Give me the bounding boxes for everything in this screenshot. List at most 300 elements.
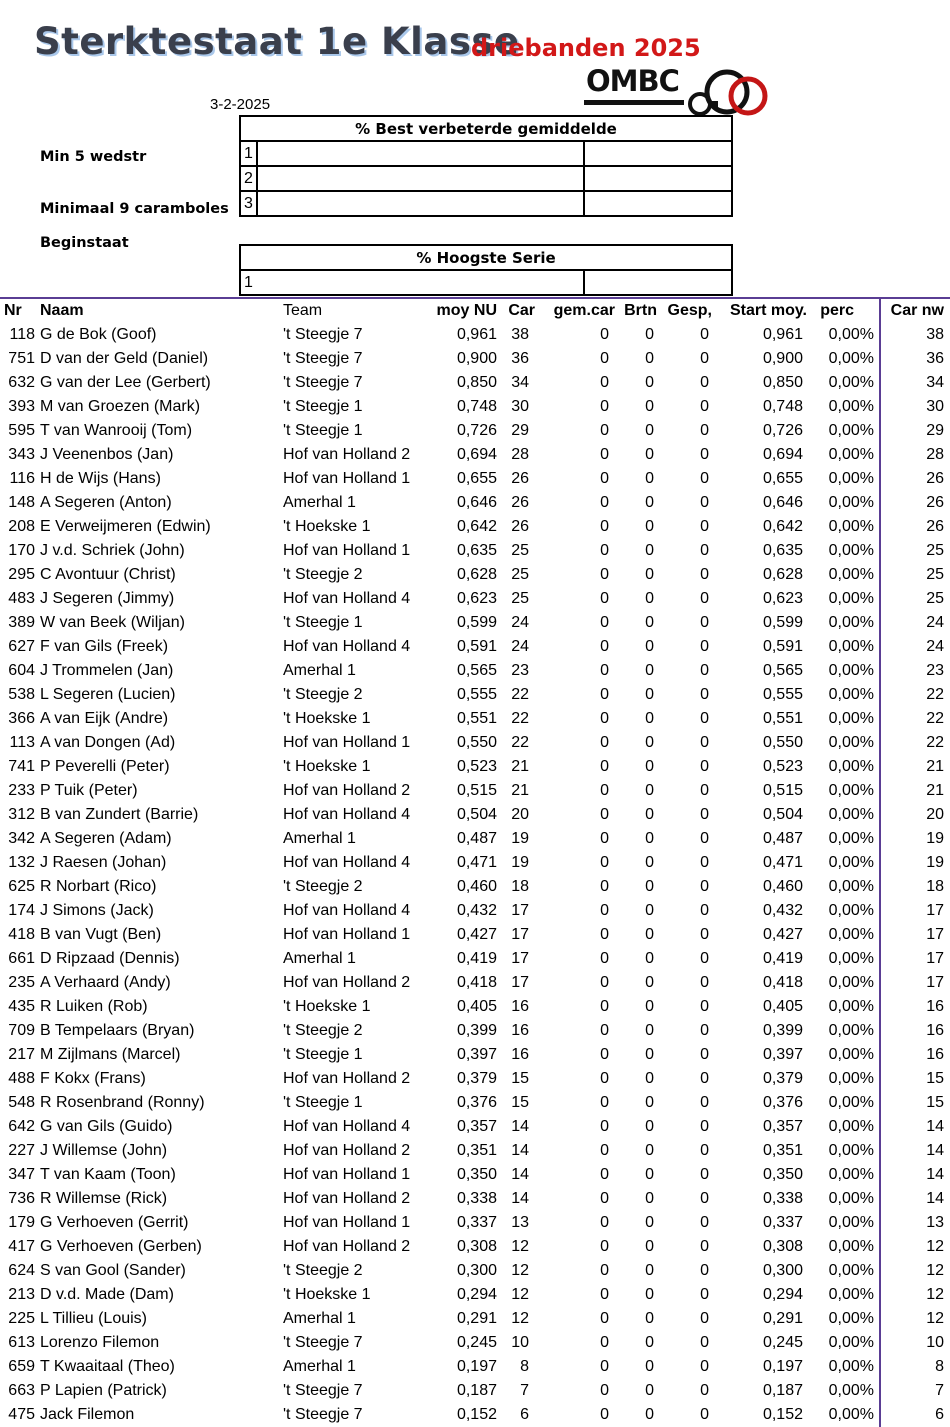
gesp-cell: 0 bbox=[700, 1406, 709, 1423]
start-moy-cell: 0,555 bbox=[762, 686, 803, 703]
car-nw-cell: 7 bbox=[935, 1382, 944, 1399]
perc-cell: 0,00% bbox=[828, 374, 874, 391]
moy-nu-cell: 0,397 bbox=[456, 1046, 497, 1063]
car-cell: 19 bbox=[511, 830, 529, 847]
player-team-cell: Hof van Holland 2 bbox=[283, 1190, 411, 1207]
car-nw-cell: 22 bbox=[926, 686, 944, 703]
gesp-cell: 0 bbox=[700, 1094, 709, 1111]
gem-car-cell: 0 bbox=[600, 374, 609, 391]
moy-nu-cell: 0,551 bbox=[456, 710, 497, 727]
car-cell: 36 bbox=[511, 350, 529, 367]
player-team-cell: Hof van Holland 1 bbox=[283, 542, 411, 559]
perc-cell: 0,00% bbox=[828, 542, 874, 559]
gem-car-cell: 0 bbox=[600, 878, 609, 895]
brtn-cell: 0 bbox=[645, 1166, 654, 1183]
player-nr-cell: 627 bbox=[8, 638, 35, 655]
player-nr-cell: 736 bbox=[8, 1190, 35, 1207]
car-nw-cell: 24 bbox=[926, 638, 944, 655]
start-moy-cell: 0,599 bbox=[762, 614, 803, 631]
table-row bbox=[0, 803, 950, 827]
start-moy-cell: 0,726 bbox=[762, 422, 803, 439]
brtn-cell: 0 bbox=[645, 1286, 654, 1303]
start-moy-cell: 0,187 bbox=[762, 1382, 803, 1399]
gesp-cell: 0 bbox=[700, 1358, 709, 1375]
perc-cell: 0,00% bbox=[828, 350, 874, 367]
brtn-cell: 0 bbox=[645, 1358, 654, 1375]
empty-cell bbox=[584, 141, 732, 166]
gem-car-cell: 0 bbox=[600, 1214, 609, 1231]
player-nr-cell: 343 bbox=[8, 446, 35, 463]
player-name-cell: M van Groezen (Mark) bbox=[40, 398, 201, 415]
player-nr-cell: 213 bbox=[8, 1286, 35, 1303]
moy-nu-cell: 0,187 bbox=[456, 1382, 497, 1399]
moy-nu-cell: 0,565 bbox=[456, 662, 497, 679]
gesp-cell: 0 bbox=[700, 662, 709, 679]
car-nw-cell: 26 bbox=[926, 518, 944, 535]
moy-nu-cell: 0,379 bbox=[456, 1070, 497, 1087]
perc-cell: 0,00% bbox=[828, 1334, 874, 1351]
player-team-cell: 't Steegje 2 bbox=[283, 1262, 363, 1279]
empty-cell bbox=[584, 166, 732, 191]
start-moy-cell: 0,655 bbox=[762, 470, 803, 487]
table-row bbox=[0, 1043, 950, 1067]
car-nw-cell: 12 bbox=[926, 1262, 944, 1279]
start-moy-cell: 0,471 bbox=[762, 854, 803, 871]
player-name-cell: Jack Filemon bbox=[40, 1406, 135, 1423]
moy-nu-cell: 0,515 bbox=[456, 782, 497, 799]
car-cell: 25 bbox=[511, 566, 529, 583]
perc-cell: 0,00% bbox=[828, 638, 874, 655]
gem-car-cell: 0 bbox=[600, 638, 609, 655]
gem-car-cell: 0 bbox=[600, 1070, 609, 1087]
player-name-cell: B van Vugt (Ben) bbox=[40, 926, 162, 943]
rank-cell: 1 bbox=[240, 141, 257, 166]
player-name-cell: A Verhaard (Andy) bbox=[40, 974, 171, 991]
gem-car-cell: 0 bbox=[600, 1166, 609, 1183]
gesp-cell: 0 bbox=[700, 1286, 709, 1303]
brtn-cell: 0 bbox=[645, 422, 654, 439]
moy-nu-cell: 0,427 bbox=[456, 926, 497, 943]
gem-car-cell: 0 bbox=[600, 446, 609, 463]
player-name-cell: F Kokx (Frans) bbox=[40, 1070, 146, 1087]
brtn-cell: 0 bbox=[645, 926, 654, 943]
start-moy-cell: 0,635 bbox=[762, 542, 803, 559]
report-date: 3-2-2025 bbox=[210, 96, 271, 113]
car-nw-cell: 24 bbox=[926, 614, 944, 631]
start-moy-cell: 0,379 bbox=[762, 1070, 803, 1087]
player-name-cell: J Trommelen (Jan) bbox=[40, 662, 174, 679]
table-row bbox=[0, 1067, 950, 1091]
perc-cell: 0,00% bbox=[828, 1046, 874, 1063]
gem-car-cell: 0 bbox=[600, 662, 609, 679]
gem-car-cell: 0 bbox=[600, 542, 609, 559]
start-moy-cell: 0,487 bbox=[762, 830, 803, 847]
moy-nu-cell: 0,591 bbox=[456, 638, 497, 655]
player-name-cell: Lorenzo Filemon bbox=[40, 1334, 160, 1351]
player-nr-cell: 595 bbox=[8, 422, 35, 439]
player-name-cell: J v.d. Schriek (John) bbox=[40, 542, 185, 559]
player-nr-cell: 488 bbox=[8, 1070, 35, 1087]
moy-nu-cell: 0,308 bbox=[456, 1238, 497, 1255]
moy-nu-cell: 0,550 bbox=[456, 734, 497, 751]
page-subtitle: driebanden 2025 bbox=[471, 34, 701, 62]
player-name-cell: R Norbart (Rico) bbox=[40, 878, 157, 895]
moy-nu-cell: 0,900 bbox=[456, 350, 497, 367]
player-team-cell: Hof van Holland 4 bbox=[283, 902, 411, 919]
gem-car-cell: 0 bbox=[600, 470, 609, 487]
player-team-cell: 't Steegje 7 bbox=[283, 1334, 363, 1351]
player-team-cell: 't Steegje 1 bbox=[283, 422, 363, 439]
start-moy-cell: 0,550 bbox=[762, 734, 803, 751]
moy-nu-cell: 0,460 bbox=[456, 878, 497, 895]
player-team-cell: 't Steegje 2 bbox=[283, 878, 363, 895]
player-nr-cell: 538 bbox=[8, 686, 35, 703]
gesp-cell: 0 bbox=[700, 1022, 709, 1039]
brtn-cell: 0 bbox=[645, 950, 654, 967]
perc-cell: 0,00% bbox=[828, 830, 874, 847]
gesp-cell: 0 bbox=[700, 950, 709, 967]
ombc-logo bbox=[584, 64, 772, 118]
table-row bbox=[0, 779, 950, 803]
player-nr-cell: 347 bbox=[8, 1166, 35, 1183]
car-nw-cell: 13 bbox=[926, 1214, 944, 1231]
perc-cell: 0,00% bbox=[828, 1310, 874, 1327]
car-cell: 14 bbox=[511, 1190, 529, 1207]
car-cell: 34 bbox=[511, 374, 529, 391]
gem-car-cell: 0 bbox=[600, 1238, 609, 1255]
gem-car-cell: 0 bbox=[600, 758, 609, 775]
perc-cell: 0,00% bbox=[828, 1406, 874, 1423]
table-row bbox=[0, 323, 950, 347]
player-nr-cell: 613 bbox=[8, 1334, 35, 1351]
moy-nu-cell: 0,642 bbox=[456, 518, 497, 535]
table-row bbox=[0, 995, 950, 1019]
player-name-cell: A van Dongen (Ad) bbox=[40, 734, 176, 751]
perc-cell: 0,00% bbox=[828, 470, 874, 487]
start-moy-cell: 0,300 bbox=[762, 1262, 803, 1279]
car-nw-cell: 22 bbox=[926, 734, 944, 751]
car-cell: 12 bbox=[511, 1310, 529, 1327]
car-nw-cell: 10 bbox=[926, 1334, 944, 1351]
table-row bbox=[0, 1139, 950, 1163]
col-header-car: Car bbox=[508, 302, 535, 319]
player-name-cell: F van Gils (Freek) bbox=[40, 638, 169, 655]
player-name-cell: L Tillieu (Louis) bbox=[40, 1310, 148, 1327]
table-row bbox=[0, 635, 950, 659]
perc-cell: 0,00% bbox=[828, 1190, 874, 1207]
gem-car-cell: 0 bbox=[600, 1022, 609, 1039]
player-name-cell: G van der Lee (Gerbert) bbox=[40, 374, 211, 391]
brtn-cell: 0 bbox=[645, 710, 654, 727]
car-nw-cell: 17 bbox=[926, 902, 944, 919]
car-nw-cell: 12 bbox=[926, 1310, 944, 1327]
car-cell: 25 bbox=[511, 590, 529, 607]
gem-car-cell: 0 bbox=[600, 686, 609, 703]
gesp-cell: 0 bbox=[700, 494, 709, 511]
car-cell: 14 bbox=[511, 1166, 529, 1183]
car-cell: 10 bbox=[511, 1334, 529, 1351]
car-nw-cell: 20 bbox=[926, 806, 944, 823]
player-name-cell: P Lapien (Patrick) bbox=[40, 1382, 167, 1399]
player-name-cell: B van Zundert (Barrie) bbox=[40, 806, 199, 823]
player-name-cell: P Peverelli (Peter) bbox=[40, 758, 170, 775]
table-row bbox=[0, 1379, 950, 1403]
car-nw-cell: 28 bbox=[926, 446, 944, 463]
gesp-cell: 0 bbox=[700, 1118, 709, 1135]
car-nw-cell: 19 bbox=[926, 854, 944, 871]
player-nr-cell: 118 bbox=[9, 326, 35, 343]
gem-car-cell: 0 bbox=[600, 1046, 609, 1063]
car-nw-cell: 15 bbox=[926, 1070, 944, 1087]
car-cell: 7 bbox=[520, 1382, 529, 1399]
start-moy-cell: 0,245 bbox=[762, 1334, 803, 1351]
gesp-cell: 0 bbox=[700, 566, 709, 583]
moy-nu-cell: 0,694 bbox=[456, 446, 497, 463]
brtn-cell: 0 bbox=[645, 350, 654, 367]
player-team-cell: 't Hoekske 1 bbox=[283, 998, 371, 1015]
table-row bbox=[0, 1187, 950, 1211]
player-team-cell: Hof van Holland 1 bbox=[283, 734, 411, 751]
gesp-cell: 0 bbox=[700, 326, 709, 343]
car-cell: 17 bbox=[511, 926, 529, 943]
car-nw-cell: 14 bbox=[926, 1142, 944, 1159]
gesp-cell: 0 bbox=[700, 518, 709, 535]
car-nw-cell: 14 bbox=[926, 1190, 944, 1207]
table-row bbox=[0, 899, 950, 923]
gem-car-cell: 0 bbox=[600, 1382, 609, 1399]
player-team-cell: 't Steegje 7 bbox=[283, 350, 363, 367]
empty-cell bbox=[257, 166, 584, 191]
player-nr-cell: 393 bbox=[8, 398, 35, 415]
perc-cell: 0,00% bbox=[828, 686, 874, 703]
gem-car-cell: 0 bbox=[600, 782, 609, 799]
brtn-cell: 0 bbox=[645, 1310, 654, 1327]
brtn-cell: 0 bbox=[645, 374, 654, 391]
gesp-cell: 0 bbox=[700, 614, 709, 631]
table-row bbox=[0, 971, 950, 995]
brtn-cell: 0 bbox=[645, 638, 654, 655]
brtn-cell: 0 bbox=[645, 686, 654, 703]
car-nw-cell: 17 bbox=[926, 926, 944, 943]
perc-cell: 0,00% bbox=[828, 1214, 874, 1231]
gesp-cell: 0 bbox=[700, 1142, 709, 1159]
start-moy-cell: 0,397 bbox=[762, 1046, 803, 1063]
gesp-cell: 0 bbox=[700, 1238, 709, 1255]
gem-car-cell: 0 bbox=[600, 1334, 609, 1351]
start-moy-cell: 0,515 bbox=[762, 782, 803, 799]
car-cell: 18 bbox=[511, 878, 529, 895]
best-improved-average-box bbox=[239, 115, 733, 217]
car-nw-cell: 26 bbox=[926, 494, 944, 511]
table-row bbox=[0, 1211, 950, 1235]
perc-cell: 0,00% bbox=[828, 662, 874, 679]
min-caramboles-label: Minimaal 9 caramboles bbox=[40, 201, 229, 217]
moy-nu-cell: 0,432 bbox=[456, 902, 497, 919]
table-row bbox=[0, 1355, 950, 1379]
player-name-cell: G van Gils (Guido) bbox=[40, 1118, 173, 1135]
car-cell: 25 bbox=[511, 542, 529, 559]
car-nw-cell: 30 bbox=[926, 398, 944, 415]
table-row bbox=[0, 1235, 950, 1259]
car-cell: 14 bbox=[511, 1118, 529, 1135]
start-moy-cell: 0,565 bbox=[762, 662, 803, 679]
col-header-car-nw: Car nw bbox=[890, 302, 944, 319]
brtn-cell: 0 bbox=[645, 518, 654, 535]
player-nr-cell: 295 bbox=[8, 566, 35, 583]
player-team-cell: Amerhal 1 bbox=[283, 494, 356, 511]
player-name-cell: T Kwaaitaal (Theo) bbox=[40, 1358, 175, 1375]
player-nr-cell: 113 bbox=[9, 734, 35, 751]
start-moy-cell: 0,504 bbox=[762, 806, 803, 823]
perc-cell: 0,00% bbox=[828, 326, 874, 343]
gesp-cell: 0 bbox=[700, 1310, 709, 1327]
car-cell: 13 bbox=[511, 1214, 529, 1231]
gesp-cell: 0 bbox=[700, 1382, 709, 1399]
moy-nu-cell: 0,961 bbox=[456, 326, 497, 343]
player-name-cell: C Avontuur (Christ) bbox=[40, 566, 176, 583]
gem-car-cell: 0 bbox=[600, 854, 609, 871]
table-row bbox=[0, 419, 950, 443]
moy-nu-cell: 0,350 bbox=[456, 1166, 497, 1183]
car-cell: 12 bbox=[511, 1286, 529, 1303]
perc-cell: 0,00% bbox=[828, 1382, 874, 1399]
moy-nu-cell: 0,555 bbox=[456, 686, 497, 703]
player-team-cell: 't Steegje 7 bbox=[283, 1406, 363, 1423]
brtn-cell: 0 bbox=[645, 782, 654, 799]
gesp-cell: 0 bbox=[700, 1070, 709, 1087]
moy-nu-cell: 0,294 bbox=[456, 1286, 497, 1303]
perc-cell: 0,00% bbox=[828, 950, 874, 967]
start-moy-cell: 0,623 bbox=[762, 590, 803, 607]
player-team-cell: Hof van Holland 2 bbox=[283, 1070, 411, 1087]
start-moy-cell: 0,523 bbox=[762, 758, 803, 775]
brtn-cell: 0 bbox=[645, 758, 654, 775]
start-moy-cell: 0,900 bbox=[762, 350, 803, 367]
start-moy-cell: 0,338 bbox=[762, 1190, 803, 1207]
brtn-cell: 0 bbox=[645, 1262, 654, 1279]
perc-cell: 0,00% bbox=[828, 518, 874, 535]
player-name-cell: E Verweijmeren (Edwin) bbox=[40, 518, 211, 535]
player-name-cell: J Segeren (Jimmy) bbox=[40, 590, 175, 607]
start-moy-cell: 0,405 bbox=[762, 998, 803, 1015]
player-nr-cell: 475 bbox=[8, 1406, 35, 1423]
car-cell: 21 bbox=[511, 782, 529, 799]
car-nw-cell: 15 bbox=[926, 1094, 944, 1111]
perc-cell: 0,00% bbox=[828, 974, 874, 991]
start-moy-cell: 0,399 bbox=[762, 1022, 803, 1039]
player-team-cell: 't Steegje 7 bbox=[283, 326, 363, 343]
player-nr-cell: 741 bbox=[8, 758, 35, 775]
player-team-cell: 't Steegje 2 bbox=[283, 686, 363, 703]
gesp-cell: 0 bbox=[700, 854, 709, 871]
car-nw-cell: 12 bbox=[926, 1286, 944, 1303]
car-nw-cell: 6 bbox=[935, 1406, 944, 1423]
car-nw-cell: 25 bbox=[926, 566, 944, 583]
car-nw-cell: 16 bbox=[926, 1046, 944, 1063]
player-name-cell: J Raesen (Johan) bbox=[40, 854, 167, 871]
perc-cell: 0,00% bbox=[828, 710, 874, 727]
moy-nu-cell: 0,487 bbox=[456, 830, 497, 847]
car-nw-cell: 38 bbox=[926, 326, 944, 343]
ranking-table-body bbox=[0, 323, 950, 1427]
moy-nu-cell: 0,623 bbox=[456, 590, 497, 607]
brtn-cell: 0 bbox=[645, 1046, 654, 1063]
car-cell: 8 bbox=[520, 1358, 529, 1375]
start-moy-cell: 0,427 bbox=[762, 926, 803, 943]
car-cell: 22 bbox=[511, 710, 529, 727]
perc-cell: 0,00% bbox=[828, 998, 874, 1015]
gesp-cell: 0 bbox=[700, 878, 709, 895]
gesp-cell: 0 bbox=[700, 998, 709, 1015]
player-nr-cell: 132 bbox=[8, 854, 35, 871]
player-nr-cell: 148 bbox=[8, 494, 35, 511]
moy-nu-cell: 0,523 bbox=[456, 758, 497, 775]
moy-nu-cell: 0,399 bbox=[456, 1022, 497, 1039]
player-team-cell: Amerhal 1 bbox=[283, 830, 356, 847]
col-header-naam: Naam bbox=[40, 302, 84, 319]
player-team-cell: Hof van Holland 2 bbox=[283, 782, 411, 799]
moy-nu-cell: 0,655 bbox=[456, 470, 497, 487]
perc-cell: 0,00% bbox=[828, 590, 874, 607]
car-nw-cell: 36 bbox=[926, 350, 944, 367]
gem-car-cell: 0 bbox=[600, 950, 609, 967]
perc-cell: 0,00% bbox=[828, 398, 874, 415]
gem-car-cell: 0 bbox=[600, 1286, 609, 1303]
begin-status-label: Beginstaat bbox=[40, 235, 129, 251]
car-nw-cell: 25 bbox=[926, 542, 944, 559]
player-nr-cell: 661 bbox=[8, 950, 35, 967]
car-cell: 15 bbox=[511, 1094, 529, 1111]
player-nr-cell: 342 bbox=[8, 830, 35, 847]
player-nr-cell: 227 bbox=[8, 1142, 35, 1159]
table-row bbox=[0, 1115, 950, 1139]
player-team-cell: Hof van Holland 2 bbox=[283, 1142, 411, 1159]
player-name-cell: A Segeren (Anton) bbox=[40, 494, 172, 511]
player-nr-cell: 548 bbox=[8, 1094, 35, 1111]
table-row bbox=[0, 683, 950, 707]
col-header-perc: perc bbox=[820, 302, 854, 319]
perc-cell: 0,00% bbox=[828, 1358, 874, 1375]
car-cell: 12 bbox=[511, 1262, 529, 1279]
player-name-cell: G Verhoeven (Gerben) bbox=[40, 1238, 202, 1255]
moy-nu-cell: 0,291 bbox=[456, 1310, 497, 1327]
player-team-cell: Amerhal 1 bbox=[283, 950, 356, 967]
start-moy-cell: 0,294 bbox=[762, 1286, 803, 1303]
highest-series-box bbox=[239, 244, 733, 296]
brtn-cell: 0 bbox=[645, 566, 654, 583]
moy-nu-cell: 0,300 bbox=[456, 1262, 497, 1279]
player-nr-cell: 604 bbox=[8, 662, 35, 679]
moy-nu-cell: 0,635 bbox=[456, 542, 497, 559]
brtn-cell: 0 bbox=[645, 1382, 654, 1399]
car-cell: 17 bbox=[511, 950, 529, 967]
player-nr-cell: 312 bbox=[8, 806, 35, 823]
car-cell: 23 bbox=[511, 662, 529, 679]
car-nw-cell: 16 bbox=[926, 998, 944, 1015]
table-row bbox=[0, 707, 950, 731]
start-moy-cell: 0,337 bbox=[762, 1214, 803, 1231]
table-row bbox=[0, 587, 950, 611]
col-header-gesp: Gesp, bbox=[667, 302, 712, 319]
player-team-cell: 't Steegje 1 bbox=[283, 614, 363, 631]
brtn-cell: 0 bbox=[645, 398, 654, 415]
start-moy-cell: 0,460 bbox=[762, 878, 803, 895]
player-team-cell: Hof van Holland 4 bbox=[283, 590, 411, 607]
gesp-cell: 0 bbox=[700, 350, 709, 367]
table-row bbox=[0, 1259, 950, 1283]
perc-cell: 0,00% bbox=[828, 1238, 874, 1255]
brtn-cell: 0 bbox=[645, 614, 654, 631]
